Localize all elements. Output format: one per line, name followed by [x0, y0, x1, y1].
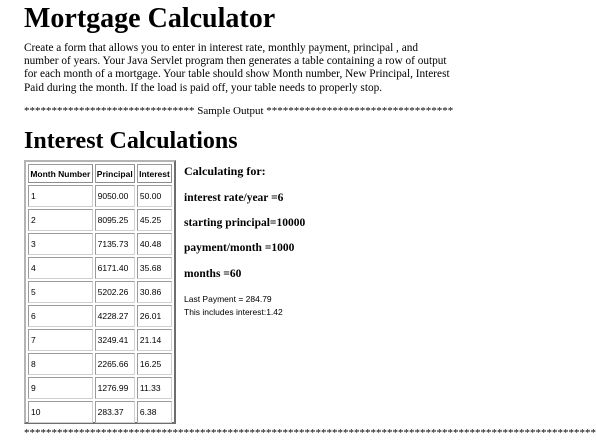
cell-interest: 40.48 [137, 233, 172, 255]
starting-principal-line: starting principal=10000 [184, 217, 306, 229]
cell-interest: 11.33 [137, 377, 172, 399]
cell-principal: 7135.73 [95, 233, 135, 255]
cell-month: 9 [28, 377, 93, 399]
page-title: Mortgage Calculator [24, 3, 276, 34]
months-line: months =60 [184, 268, 242, 280]
sample-output-separator: ******************************* Sample Output ********************************** [24, 105, 454, 117]
cell-interest: 50.00 [137, 185, 172, 207]
column-header-interest: Interest [137, 164, 172, 183]
interest-note-text: This includes interest:1.42 [184, 307, 283, 317]
amortization-table-frame [24, 160, 176, 424]
table-row [28, 209, 172, 231]
cell-interest: 6.38 [137, 401, 172, 423]
cell-principal: 9050.00 [95, 185, 135, 207]
table-row [28, 281, 172, 303]
cell-month: 2 [28, 209, 93, 231]
cell-month: 10 [28, 401, 93, 423]
cell-interest: 16.25 [137, 353, 172, 375]
interest-rate-line: interest rate/year =6 [184, 192, 284, 204]
bottom-separator: ******************************************************************************************************** [24, 427, 596, 439]
payment-line: payment/month =1000 [184, 242, 295, 254]
cell-month: 4 [28, 257, 93, 279]
cell-interest: 21.14 [137, 329, 172, 351]
cell-month: 8 [28, 353, 93, 375]
cell-interest: 26.01 [137, 305, 172, 327]
cell-principal: 6171.40 [95, 257, 135, 279]
table-row [28, 353, 172, 375]
assignment-description: Create a form that allows you to enter in interest rate, monthly payment, principal , and number of years. Your Java Servlet program then generates a table containing a row of output for each month of a mortgage. Your table should show Month number, New Principal, Interest Paid during the month. If the load is paid off, your table needs to properly stop. [24, 42, 450, 94]
cell-month: 7 [28, 329, 93, 351]
amortization-table [26, 162, 174, 425]
cell-interest: 45.25 [137, 209, 172, 231]
cell-principal: 3249.41 [95, 329, 135, 351]
cell-interest: 35.68 [137, 257, 172, 279]
column-header-month: Month Number [28, 164, 93, 183]
cell-month: 6 [28, 305, 93, 327]
cell-principal: 2265.66 [95, 353, 135, 375]
last-payment-text: Last Payment = 284.79 [184, 294, 272, 304]
cell-month: 1 [28, 185, 93, 207]
cell-principal: 5202.26 [95, 281, 135, 303]
table-row [28, 329, 172, 351]
cell-principal: 4228.27 [95, 305, 135, 327]
table-row [28, 305, 172, 327]
table-header-row [28, 164, 172, 183]
table-row [28, 257, 172, 279]
section-title: Interest Calculations [24, 128, 238, 154]
calculating-for-heading: Calculating for: [184, 164, 266, 178]
cell-principal: 8095.25 [95, 209, 135, 231]
table-row [28, 233, 172, 255]
cell-month: 5 [28, 281, 93, 303]
cell-interest: 30.86 [137, 281, 172, 303]
cell-principal: 283.37 [95, 401, 135, 423]
table-row [28, 377, 172, 399]
column-header-principal: Principal [95, 164, 135, 183]
cell-month: 3 [28, 233, 93, 255]
table-row [28, 401, 172, 423]
cell-principal: 1276.99 [95, 377, 135, 399]
table-row [28, 185, 172, 207]
